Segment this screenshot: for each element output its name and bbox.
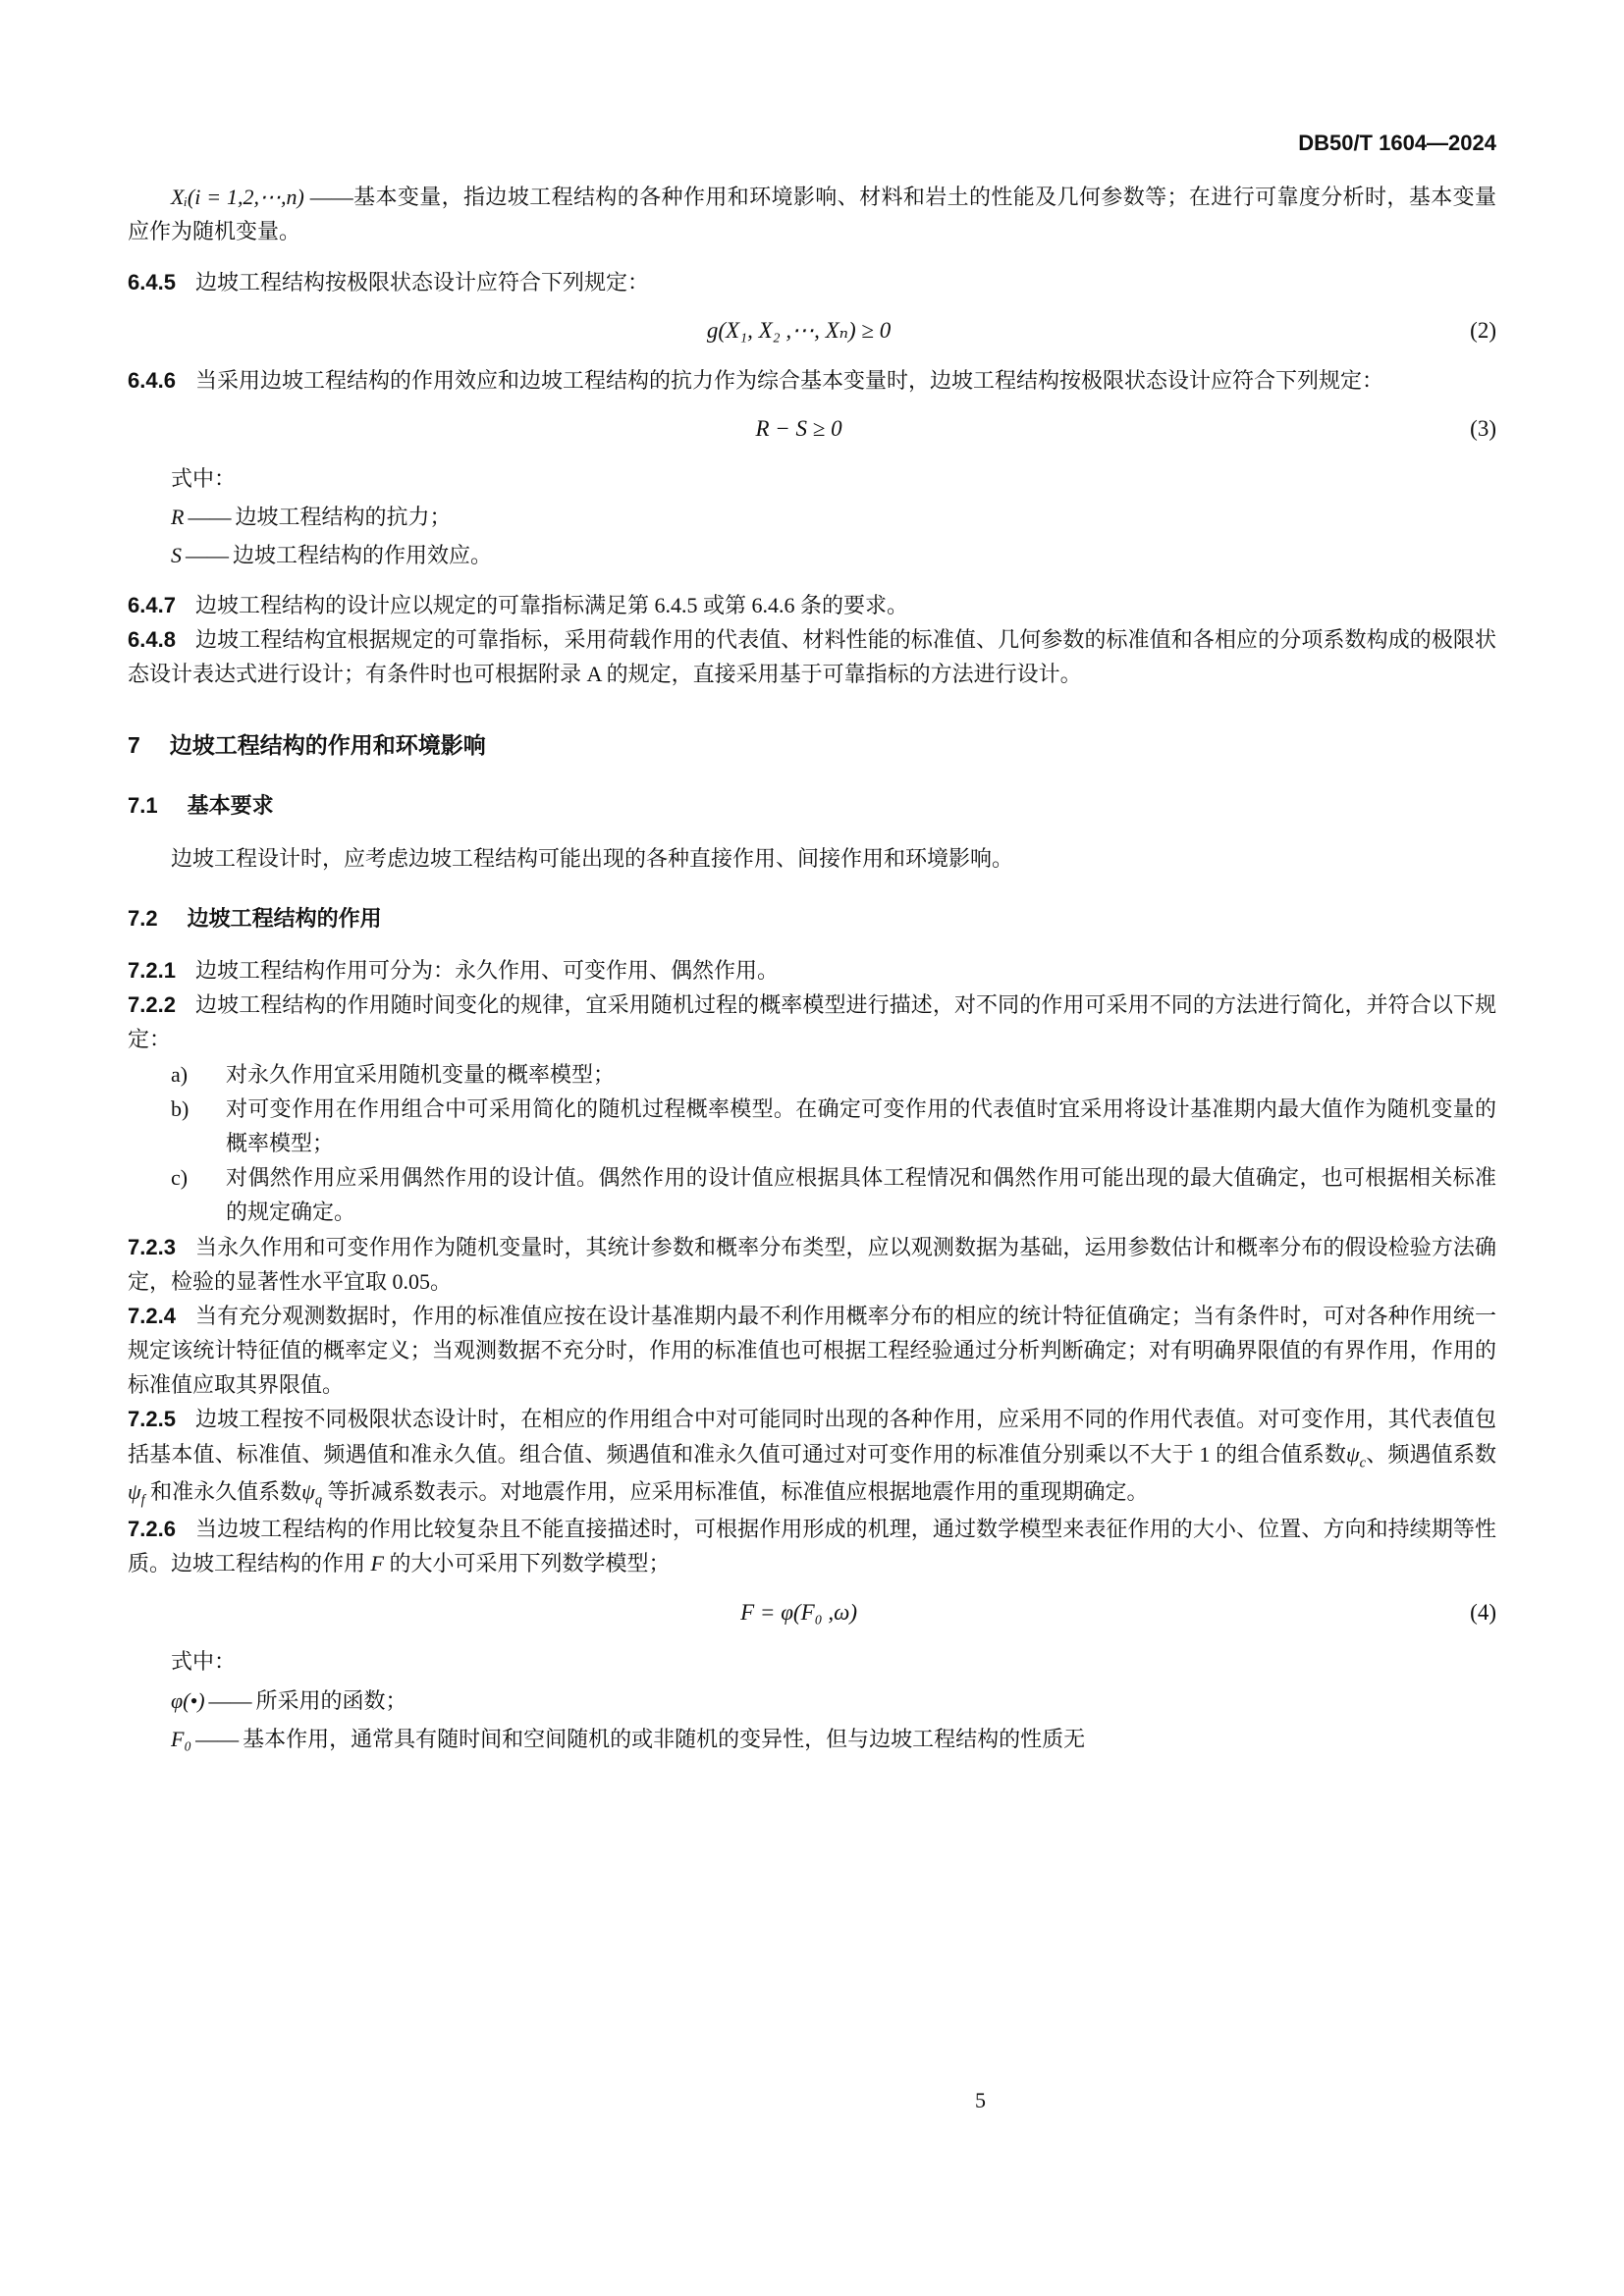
psi-f-subscript: f (140, 1492, 145, 1509)
formula-2-number: (2) (1470, 317, 1496, 343)
clause-text: 等折减系数表示。对地震作用，应采用标准值，标准值应根据地震作用的重现期确定。 (322, 1478, 1149, 1504)
clause-text: 当边坡工程结构的作用比较复杂且不能直接描述时，可根据作用形成的机理，通过数学模型来表征作用的大小、位置、方向和持续期等性质。边坡工程结构的作用 (128, 1517, 1496, 1576)
clause-number: 7.2.4 (128, 1303, 176, 1328)
clause-6-4-5 (128, 265, 1496, 299)
definition-text: 所采用的函数； (255, 1687, 407, 1713)
page-number: 5 (975, 2088, 986, 2112)
list-text: 对永久作用宜采用随机变量的概率模型； (226, 1061, 616, 1087)
formula-4-expression: F = φ(F₀ ,ω) (740, 1599, 858, 1625)
list-item-b (171, 1092, 1496, 1160)
section-number: 7.2 (128, 905, 158, 931)
clause-number: 7.2.3 (128, 1234, 176, 1259)
basic-variable-symbol: Xᵢ(i = 1,2,⋯,n) (171, 185, 304, 210)
doc-code: DB50/T 1604—2024 (1298, 131, 1496, 155)
section-7-heading (128, 727, 1496, 764)
section-number: 7 (128, 731, 140, 758)
list-marker: a) (171, 1061, 189, 1087)
list-text: 对可变作用在作用组合中可采用简化的随机过程概率模型。在确定可变作用的代表值时宜采用将设计基准期内最大值作为随机变量的概率模型； (226, 1095, 1496, 1155)
symbol-R: R (171, 504, 185, 529)
section-title: 边坡工程结构的作用和环境影响 (169, 731, 486, 758)
psi-c-subscript: c (1359, 1455, 1367, 1471)
clause-text: 边坡工程结构按极限状态设计应符合下列规定： (194, 269, 649, 294)
clause-text: 当永久作用和可变作用作为随机变量时，其统计参数和概率分布类型，应以观测数据为基础，运用参数估计和概率分布的假设检验方法确定，检验的显著性水平宜取 0.05。 (128, 1234, 1496, 1294)
clause-7-2-5 (128, 1402, 1496, 1512)
clause-number: 7.2.6 (128, 1517, 176, 1542)
psi-f-symbol: ψ (128, 1478, 141, 1504)
definition-dash: —— (208, 1687, 252, 1713)
where-label-2: 式中： (171, 1649, 237, 1675)
clause-text: 边坡工程结构作用可分为：永久作用、可变作用、偶然作用。 (194, 958, 779, 984)
clause-number: 7.2.5 (128, 1407, 176, 1432)
section-title: 边坡工程结构的作用 (187, 905, 382, 931)
list-marker: b) (171, 1095, 189, 1121)
clause-text: 的大小可采用下列数学模型； (383, 1551, 671, 1576)
section-number: 7.1 (128, 793, 158, 819)
definition-dash: —— (195, 1726, 240, 1751)
definition-F0 (171, 1722, 1496, 1756)
formula-2-expression: g(X₁, X₂ ,⋯, Xₙ) ≥ 0 (706, 317, 892, 343)
formula-3-row (128, 411, 1496, 448)
clause-6-4-8 (128, 622, 1496, 691)
clause-6-4-6 (128, 363, 1496, 398)
clause-6-4-7 (128, 588, 1496, 622)
formula-2-row (128, 313, 1496, 349)
formula-3-number: (3) (1470, 415, 1496, 441)
definition-R (171, 500, 1496, 534)
list-text: 对偶然作用应采用偶然作用的设计值。偶然作用的设计值应根据具体工程情况和偶然作用可能出现的最大值确定，也可根据相关标准的规定确定。 (226, 1165, 1496, 1225)
clause-number: 7.2.1 (128, 958, 176, 984)
clause-number: 7.2.2 (128, 992, 176, 1018)
formula-3-expression: R − S ≥ 0 (755, 415, 842, 441)
clause-text: 、频遇值系数 (1366, 1441, 1496, 1467)
symbol-definition-text: ——基本变量，指边坡工程结构的各种作用和环境影响、材料和岩土的性能及几何参数等；在进行可靠度分析时，基本变量应作为随机变量。 (128, 185, 1496, 244)
definition-dash: —— (186, 542, 229, 567)
clause-text: 边坡工程结构宜根据规定的可靠指标，采用荷载作用的代表值、材料性能的标准值、几何参数的标准值和各相应的分项系数构成的极限状态设计表达式进行设计；有条件时也可根据附录 A 的规定，直接采用基于可靠指标的方法进行设计。 (128, 627, 1496, 687)
clause-number: 6.4.8 (128, 627, 176, 653)
section-7-1-heading (128, 788, 1496, 823)
clause-text: 边坡工程结构的作用随时间变化的规律，宜采用随机过程的概率模型进行描述，对不同的作用可采用不同的方法进行简化，并符合以下规定： (128, 992, 1496, 1052)
definition-dash: —— (188, 504, 232, 529)
clause-number: 6.4.7 (128, 593, 176, 618)
doc-header (128, 126, 1496, 160)
definition-S (171, 538, 1496, 572)
list-marker: c) (171, 1165, 189, 1191)
psi-q-subscript: q (314, 1492, 322, 1509)
definition-text: 边坡工程结构的抗力； (235, 504, 452, 529)
clause-7-2-6 (128, 1512, 1496, 1580)
list-item-a (171, 1057, 1496, 1092)
clause-7-2-4 (128, 1299, 1496, 1403)
psi-c-symbol: ψ (1346, 1441, 1360, 1467)
clause-7-2-2 (128, 988, 1496, 1056)
definition-text: 边坡工程结构的作用效应。 (233, 542, 493, 567)
clause-number: 6.4.5 (128, 269, 176, 294)
clause-7-2-3 (128, 1230, 1496, 1299)
clause-7-2-1 (128, 953, 1496, 988)
definition-text: 基本作用，通常具有随时间和空间随机的或非随机的变异性，但与边坡工程结构的性质无 (243, 1726, 1086, 1751)
clause-text: 和准永久值系数 (144, 1478, 302, 1504)
clause-text: 边坡工程按不同极限状态设计时，在相应的作用组合中对可能同时出现的各种作用，应采用不同的作用代表值。对可变作用，其代表值包括基本值、标准值、频遇值和准永久值。组合值、频遇值和准永久值可通过对可变作用的标准值分别乘以不大于 1 的组合值系数 (128, 1407, 1496, 1467)
list-item-c (171, 1160, 1496, 1229)
symbol-phi: φ(•) (171, 1687, 205, 1713)
section-title: 基本要求 (187, 793, 274, 819)
symbol-F0: F₀ (171, 1726, 192, 1751)
formula-4-row (128, 1595, 1496, 1631)
where-label-1: 式中： (171, 465, 237, 491)
clause-text: 边坡工程结构的设计应以规定的可靠指标满足第 6.4.5 或第 6.4.6 条的要求。 (194, 593, 908, 618)
clause-text: 当有充分观测数据时，作用的标准值应按在设计基准期内最不利作用概率分布的相应的统计特征值确定；当有条件时，可对各种作用统一规定该统计特征值的概率定义；当观测数据不充分时，作用的标准值也可根据工程经验通过分析判断确定；对有明确界限值的有界作用，作用的标准值应取其界限值。 (128, 1303, 1496, 1398)
formula-4-number: (4) (1470, 1599, 1496, 1625)
symbol-F: F (370, 1551, 384, 1576)
symbol-S: S (171, 542, 182, 567)
psi-q-symbol: ψ (301, 1478, 315, 1504)
symbol-definition-paragraph (128, 180, 1496, 248)
clause-number: 6.4.6 (128, 367, 176, 393)
definition-phi (171, 1683, 1496, 1718)
clause-text: 当采用边坡工程结构的作用效应和边坡工程结构的抗力作为综合基本变量时，边坡工程结构按极限状态设计应符合下列规定： (194, 367, 1383, 393)
section-7-2-heading (128, 901, 1496, 935)
section-7-1-paragraph: 边坡工程设计时，应考虑边坡工程结构可能出现的各种直接作用、间接作用和环境影响。 (171, 845, 1014, 871)
